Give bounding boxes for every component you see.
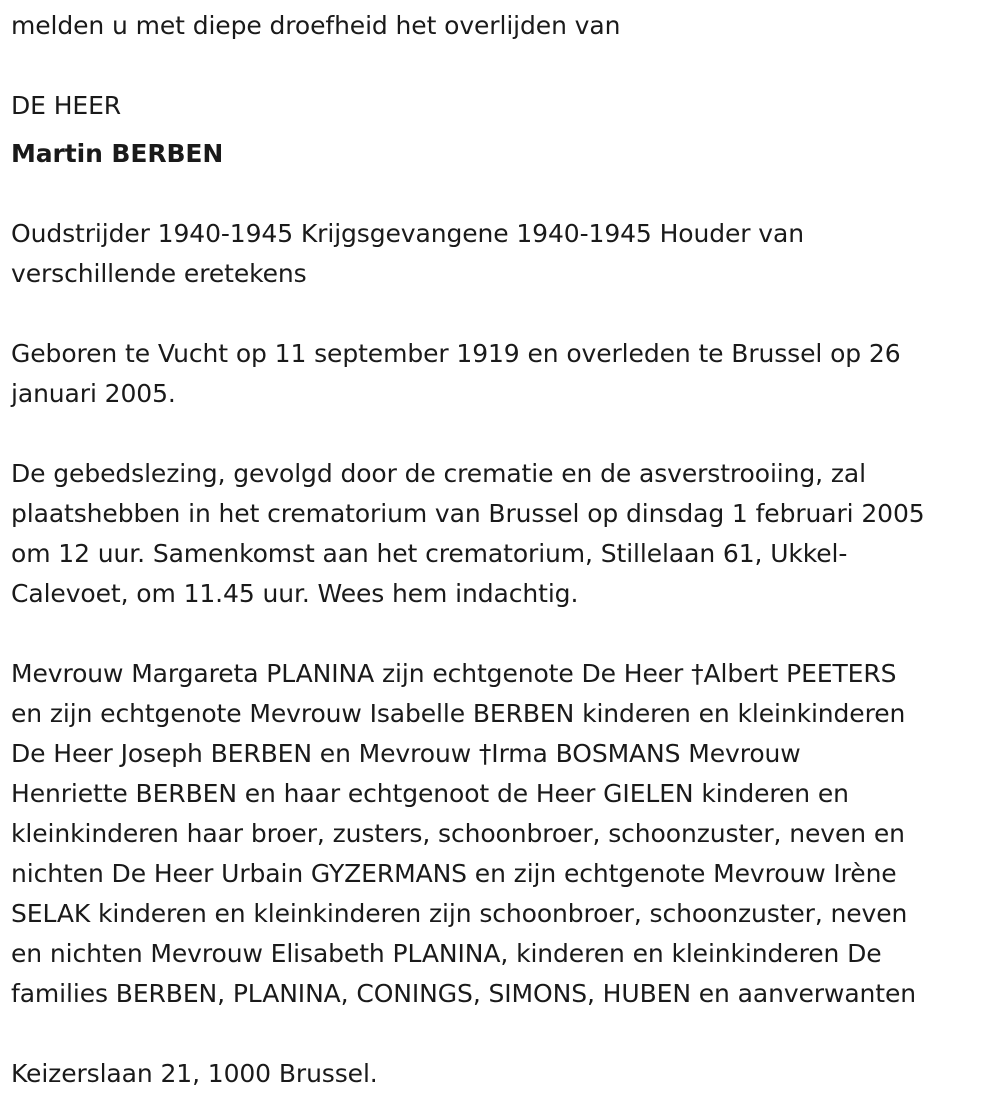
intro-text: melden u met diepe droefheid het overlijden van <box>11 11 621 40</box>
honors-paragraph: Oudstrijder 1940-1945 Krijgsgevangene 1940-1945 Houder van verschillende eretekens <box>11 219 804 288</box>
ceremony-paragraph: De gebedslezing, gevolgd door de crematie en de asverstrooiing, zal plaatshebben in het crematorium van Brussel op dinsdag 1 februari 2005 om 12 uur. Samenkomst aan het crematorium, Stillelaan 61, Ukkel- Calevoet, om 11.45 uur. Wees hem indachtig. <box>11 459 925 608</box>
address-text: Keizerslaan 21, 1000 Brussel. <box>11 1059 378 1088</box>
family-paragraph: Mevrouw Margareta PLANINA zijn echtgenote De Heer †Albert PEETERS en zijn echtgenote Mevrouw Isabelle BERBEN kinderen en kleinkinderen De Heer Joseph BERBEN en Mevrouw †Irma BOSMANS Mevrouw Henriette BERBEN en haar echtgenoot de Heer GIELEN kinderen en kleinkinderen haar broer, zusters, schoonbroer, schoonzuster, neven en nichten De Heer Urbain GYZERMANS en zijn echtgenote Mevrouw Irène SELAK kinderen en kleinkinderen zijn schoonbroer, schoonzuster, neven en nichten Mevrouw Elisabeth PLANINA, kinderen en kleinkinderen De families BERBEN, PLANINA, CONINGS, SIMONS, HUBEN en aanverwanten <box>11 659 917 1008</box>
deceased-title: DE HEER <box>11 91 122 120</box>
birth-death-paragraph: Geboren te Vucht op 11 september 1919 en overleden te Brussel op 26 januari 2005. <box>11 339 901 408</box>
deceased-name: Martin BERBEN <box>11 139 224 168</box>
